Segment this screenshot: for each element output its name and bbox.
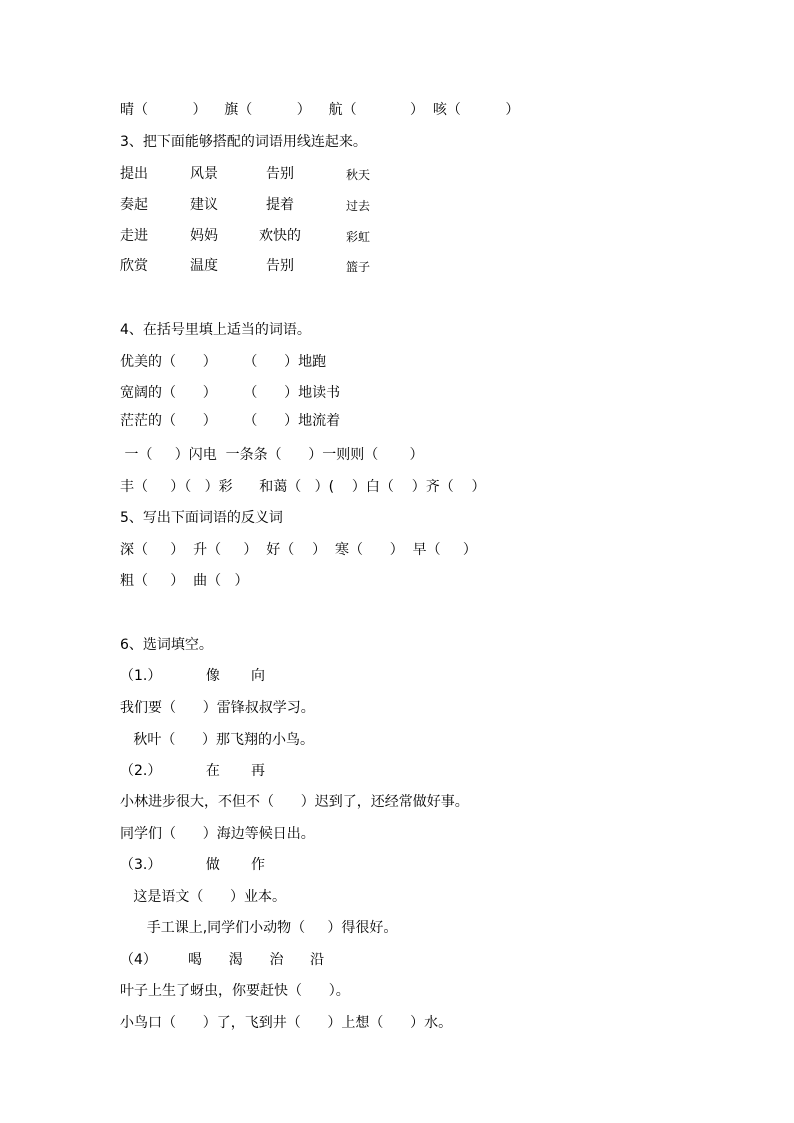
q6-title: 6、选词填空。 [120,637,213,653]
q3-word: 提出 [120,166,148,182]
q3-title: 3、把下面能够搭配的词语用线连起来。 [120,134,367,150]
q6-line: （1.） 像 向 [120,668,266,684]
q4-line: 丰（ ）（ ）彩 和蔼（ ）( ）白（ ）齐（ ） [120,479,486,495]
q6-line: 小林进步很大，不但不（ ）迟到了，还经常做好事。 [120,794,469,810]
q4-title: 4、在括号里填上适当的词语。 [120,322,311,338]
q3-word: 妈妈 [190,228,218,244]
q3-word: 温度 [190,258,218,274]
q6-line: （4） 喝 渴 治 沿 [120,952,325,968]
q2-tail-line: 晴（ ） 旗（ ） 航（ ） 咳（ ） [120,102,520,118]
q6-line: 同学们（ ）海边等候日出。 [120,826,315,842]
q4-line: 宽阔的（ ） （ ）地读书 [120,385,341,401]
q6-line: 小鸟口（ ）了，飞到井（ ）上想（ ）水。 [120,1015,453,1031]
q5-line: 粗（ ） 曲（ ） [120,573,249,589]
q3-word: 篮子 [346,260,371,274]
q6-line: 叶子上生了蚜虫，你要赶快（ ）。 [120,983,350,999]
q6-line: （3.） 做 作 [120,857,266,873]
q3-word: 秋天 [346,168,371,182]
q3-word: 过去 [346,199,371,213]
q4-line: 优美的（ ） （ ）地跑 [120,354,327,370]
q3-word: 彩虹 [346,230,371,244]
q4-line: 一（ ）闪电 一条条（ ）一则则（ ） [120,447,424,463]
q3-word: 欣赏 [120,258,148,274]
q3-word: 风景 [190,166,218,182]
q4-line: 茫茫的（ ） （ ）地流着 [120,413,341,429]
q5-line: 深（ ） 升（ ） 好（ ） 寒（ ） 早（ ） [120,542,477,558]
q6-line: （2.） 在 再 [120,763,266,779]
q3-word: 走进 [120,228,148,244]
q6-line: 我们要（ ）雷锋叔叔学习。 [120,700,315,716]
q5-title: 5、写出下面词语的反义词 [120,510,283,526]
q6-line: 手工课上,同学们小动物（ ）得很好。 [120,920,398,936]
q3-word: 提着 [266,197,294,213]
q3-word: 告别 [266,166,294,182]
q6-line: 秋叶（ ）那飞翔的小鸟。 [120,732,315,748]
q3-word: 告别 [266,258,294,274]
q3-word: 奏起 [120,197,148,213]
q6-line: 这是语文（ ）业本。 [120,889,287,905]
q3-word: 建议 [190,197,218,213]
q3-word: 欢快的 [259,228,301,244]
